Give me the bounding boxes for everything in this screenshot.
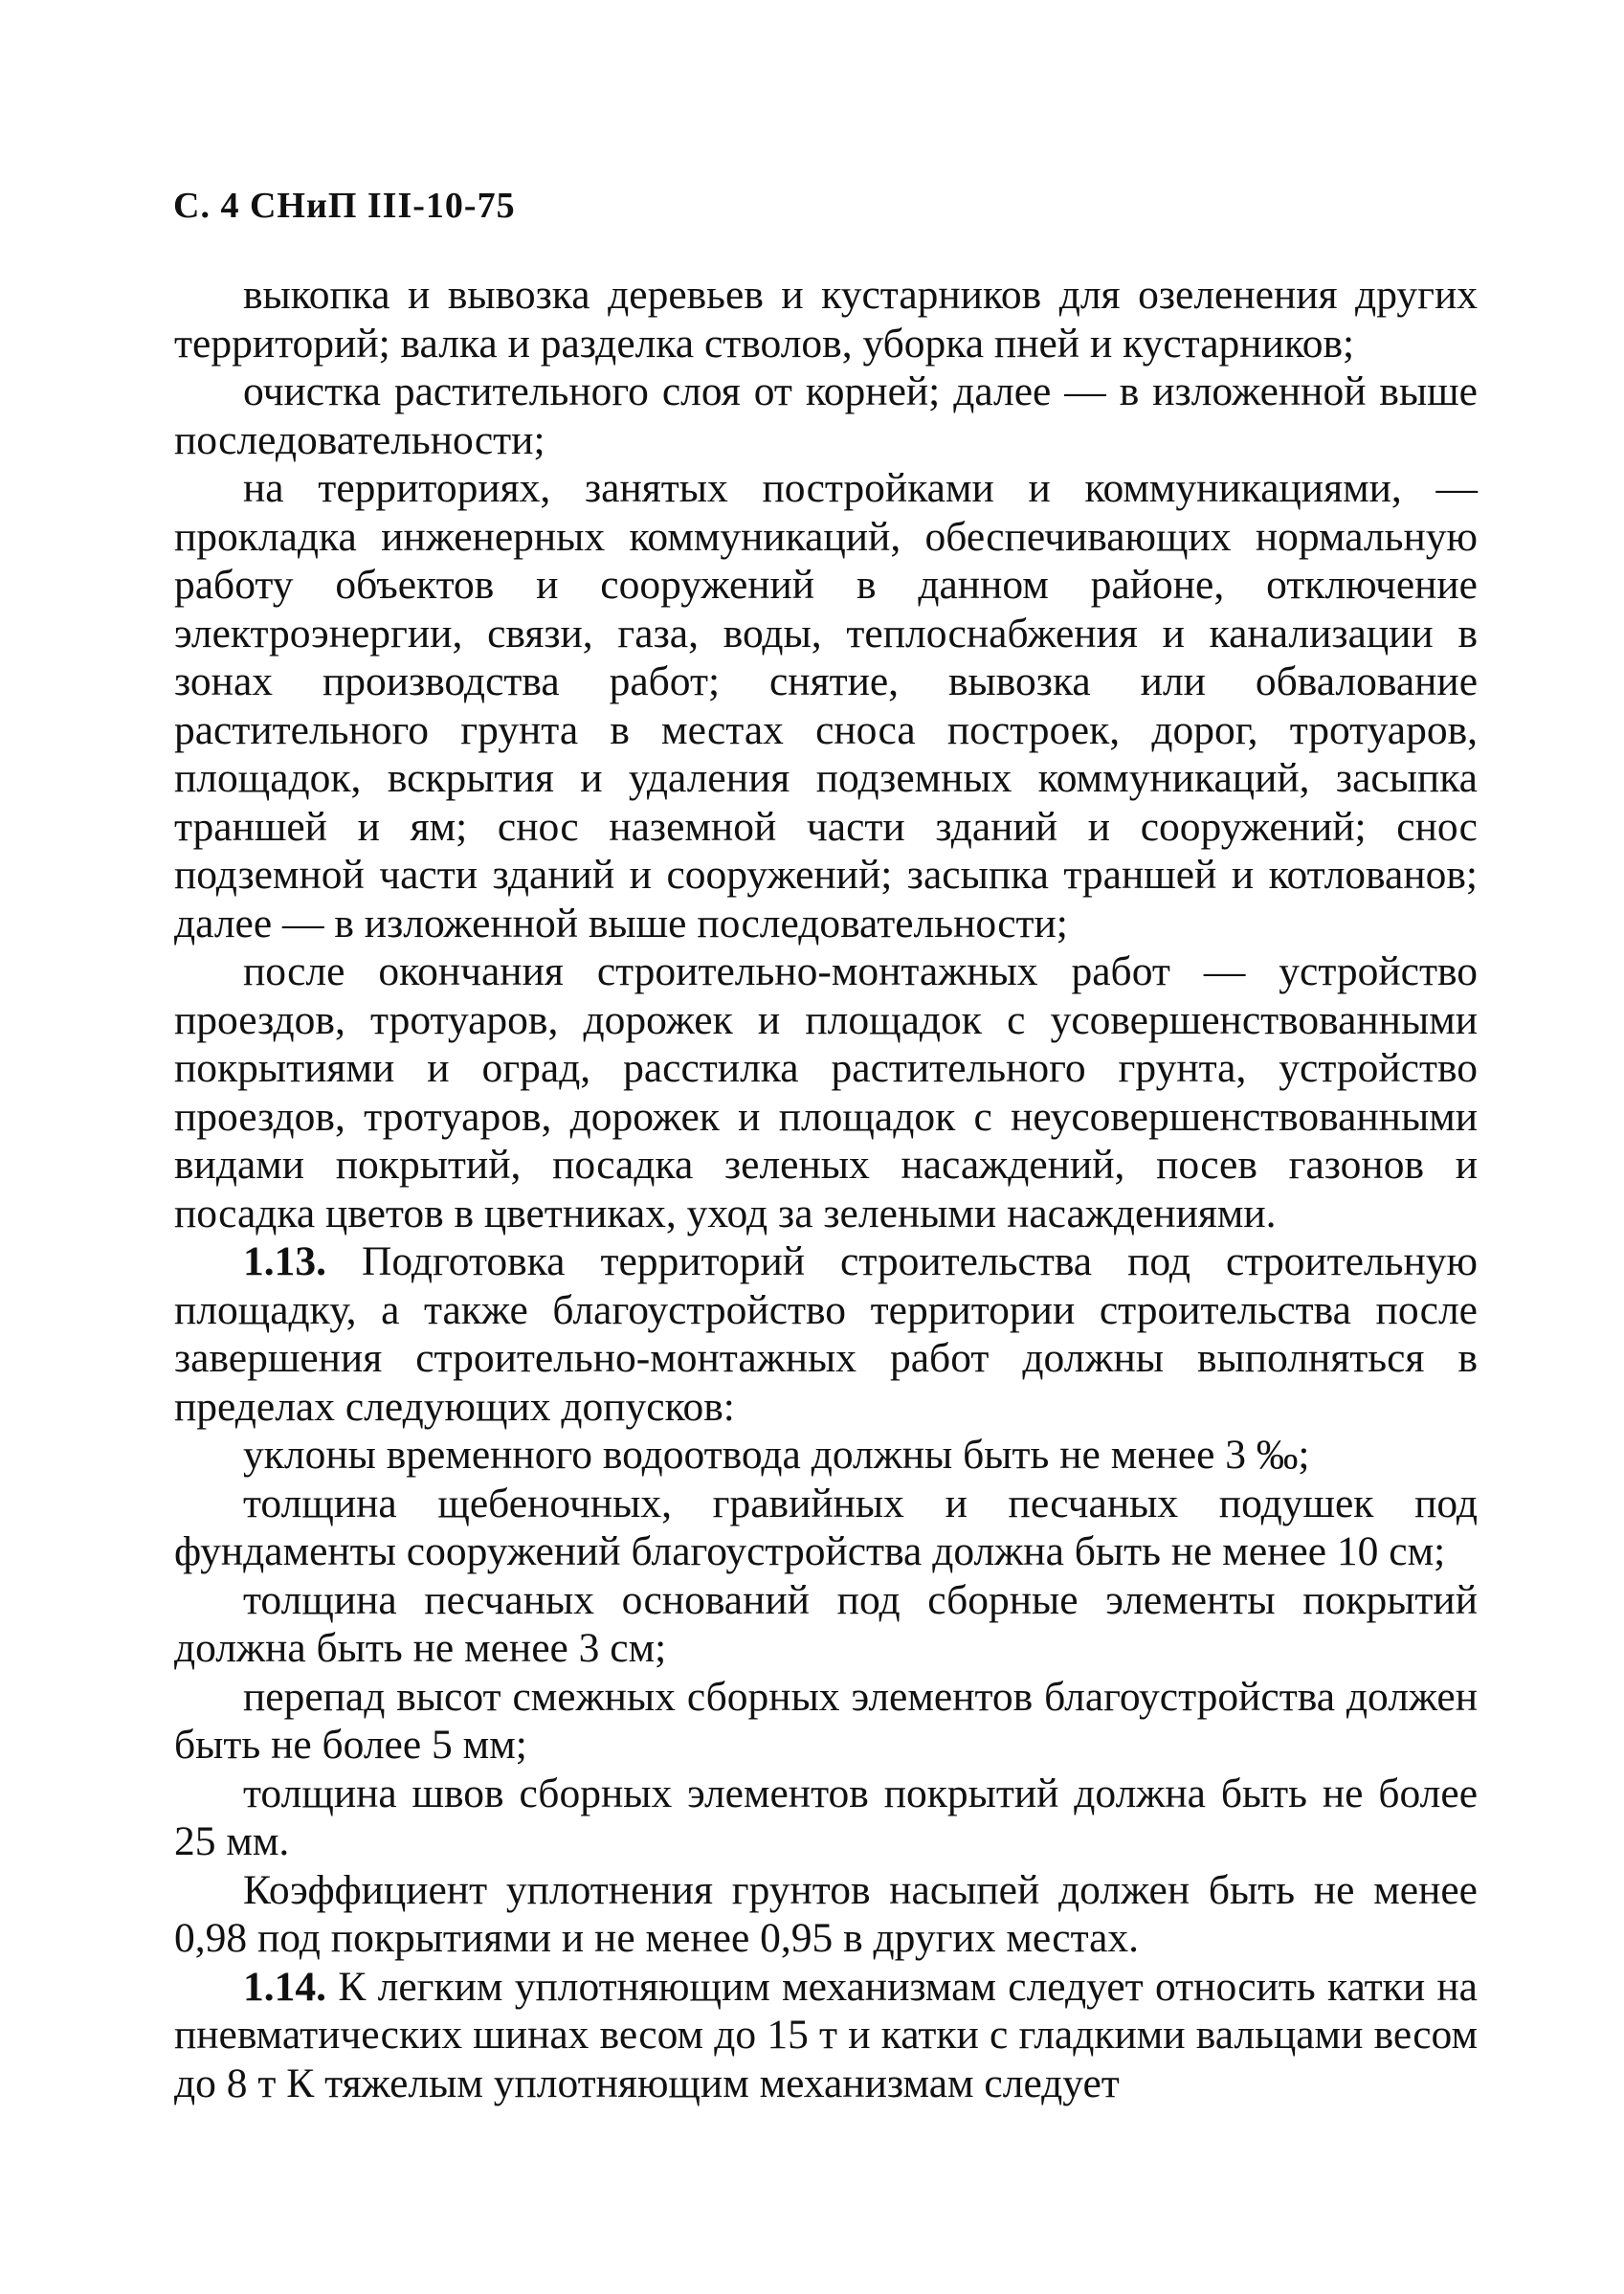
paragraph	[174, 1576, 1478, 1673]
section-number: 1.14.	[243, 1963, 326, 2010]
paragraph	[174, 947, 1478, 1237]
paragraph	[174, 1480, 1478, 1576]
paragraph-text: Подготовка территорий строительства под строительную площадку, а также благоустройство территории строительства после завершения строительно-монтажных работ должны выполняться в пределах следующих допусков:	[174, 1238, 1478, 1430]
section-number: 1.13.	[243, 1238, 326, 1284]
paragraph-text: перепад высот смежных сборных элементов благоустройства должен быть не более 5 мм;	[174, 1673, 1478, 1768]
paragraph	[174, 464, 1478, 947]
page-header: С. 4 СНиП III-10-75	[173, 186, 516, 226]
paragraph-text: выкопка и вывозка деревьев и кустарников для озеленения других территорий; валка и разделка стволов, уборка пней и кустарников;	[174, 272, 1478, 367]
paragraph	[174, 367, 1478, 464]
paragraph	[174, 1431, 1478, 1480]
paragraph-text: после окончания строительно-монтажных работ — устройство проездов, тротуаров, дорожек и площадок с усовершенствованными покрытиями и оград, расстилка растительного грунта, устройство проездов, тротуаров, дорожек и площадок с неусовершенствованными видами покрытий, посадка зеленых насаждений, посев газонов и посадка цветов в цветниках, уход за зелеными насаждениями.	[174, 948, 1478, 1236]
paragraph-text: Коэффициент уплотнения грунтов насыпей должен быть не менее 0,98 под покрытиями и не менее 0,95 в других местах.	[174, 1866, 1478, 1961]
paragraph-text: толщина щебеночных, гравийных и песчаных подушек под фундаменты сооружений благоустройства должна быть не менее 10 см;	[174, 1480, 1478, 1574]
paragraph-1-13	[174, 1237, 1478, 1431]
paragraph	[174, 1673, 1478, 1770]
paragraph	[174, 1866, 1478, 1963]
paragraph-1-14	[174, 1963, 1478, 2108]
paragraph-text: очистка растительного слоя от корней; далее — в изложенной выше последовательности;	[174, 368, 1478, 463]
paragraph	[174, 271, 1478, 367]
paragraph-text: толщина швов сборных элементов покрытий должна быть не более 25 мм.	[174, 1770, 1478, 1864]
paragraph-text: на территориях, занятых постройками и коммуникациями, — прокладка инженерных коммуникаций, обеспечивающих нормальную работу объектов и сооружений в данном районе, отключение электроэнергии, связи, газа, воды, теплоснабжения и канализации в зонах производства работ; снятие, вывозка или обвалование растительного грунта в местах сноса построек, дорог, тротуаров, площадок, вскрытия и удаления подземных коммуникаций, засыпка траншей и ям; снос наземной части зданий и сооружений; снос подземной части зданий и сооружений; засыпка траншей и котлованов; далее — в изложенной выше последовательности;	[174, 465, 1478, 947]
document-body	[174, 271, 1478, 2107]
paragraph-text: К легким уплотняющим механизмам следует относить катки на пневматических шинах весом до 15 т и катки с гладкими вальцами весом до 8 т К тяжелым уплотняющим механизмам следует	[174, 1963, 1478, 2106]
paragraph-text: уклоны временного водоотвода должны быть не менее 3 ‰;	[243, 1432, 1310, 1478]
paragraph	[174, 1770, 1478, 1866]
paragraph-text: толщина песчаных оснований под сборные элементы покрытий должна быть не менее 3 см;	[174, 1576, 1478, 1671]
